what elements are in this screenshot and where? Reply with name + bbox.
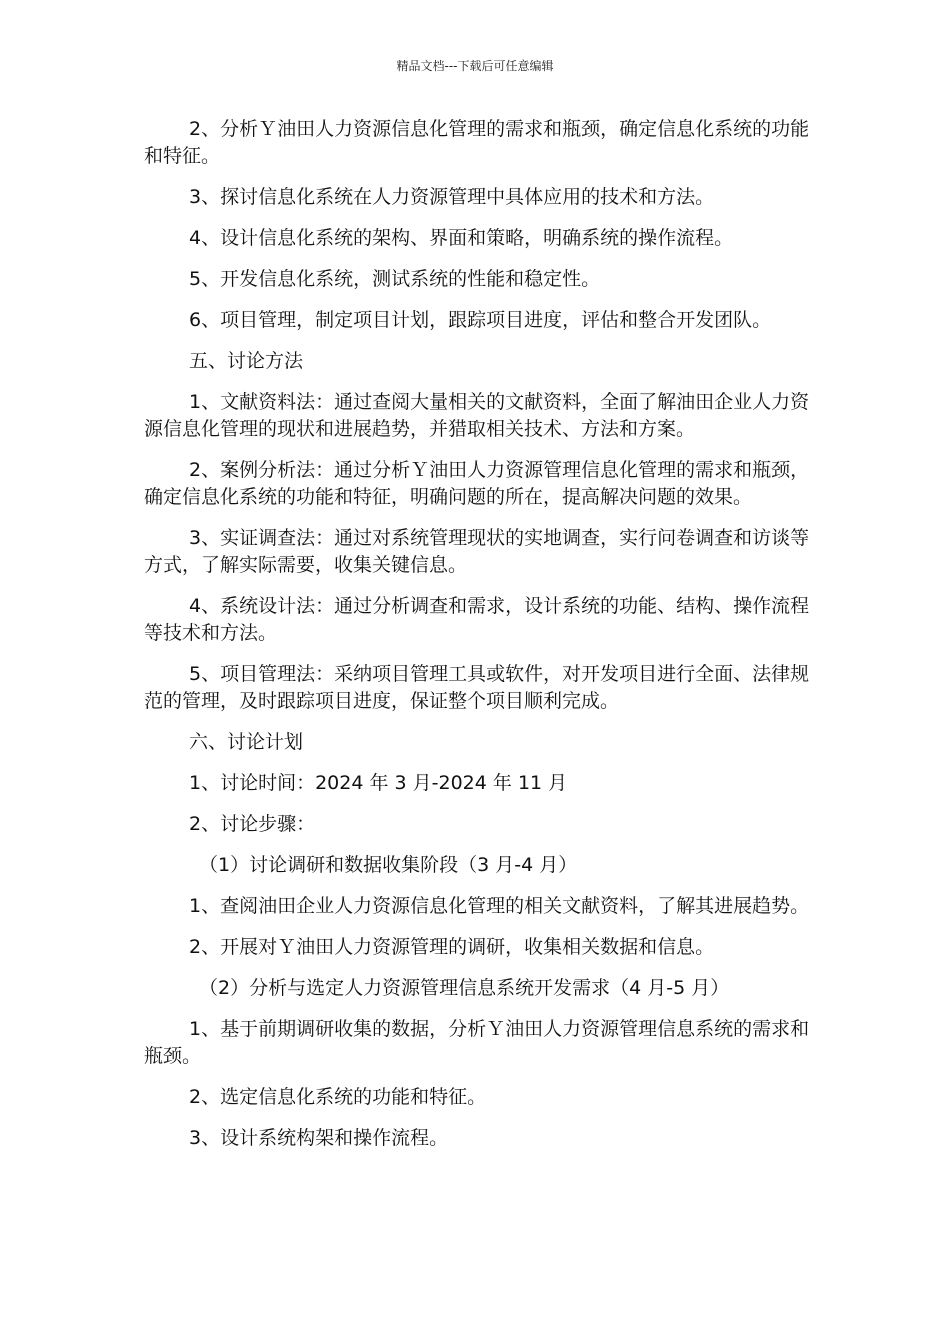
paragraph: 2、分析Ｙ油田人力资源信息化管理的需求和瓶颈，确定信息化系统的功能和特征。 (144, 118, 810, 167)
paragraph: 3、探讨信息化系统在人力资源管理中具体应用的技术和方法。 (189, 186, 715, 208)
section-heading: 六、讨论计划 (189, 731, 304, 753)
paragraph: 6、项目管理，制定项目计划，跟踪项目进度，评估和整合开发团队。 (189, 309, 772, 331)
paragraph: 4、系统设计法：通过分析调查和需求，设计系统的功能、结构、操作流程等技术和方法。 (144, 595, 810, 644)
document-body (144, 116, 816, 1166)
paragraph: 2、选定信息化系统的功能和特征。 (189, 1086, 487, 1108)
paragraph: 2、讨论步骤： (189, 813, 316, 835)
page-header: 精品文档---下载后可任意编辑 (396, 59, 554, 73)
subsection-heading: （2）分析与选定人力资源管理信息系统开发需求（4 月-5 月） (199, 977, 730, 999)
paragraph: 5、开发信息化系统，测试系统的性能和稳定性。 (189, 268, 601, 290)
paragraph: 1、文献资料法：通过查阅大量相关的文献资料，全面了解油田企业人力资源信息化管理的现状和进展趋势，并猎取相关技术、方法和方案。 (144, 391, 810, 440)
paragraph: 3、设计系统构架和操作流程。 (189, 1127, 449, 1149)
section-heading: 五、讨论方法 (189, 350, 304, 372)
paragraph: 3、实证调查法：通过对系统管理现状的实地调查，实行问卷调查和访谈等方式，了解实际需要，收集关键信息。 (144, 527, 810, 576)
paragraph: 5、项目管理法：采纳项目管理工具或软件，对开发项目进行全面、法律规范的管理，及时跟踪项目进度，保证整个项目顺利完成。 (144, 663, 810, 712)
paragraph: 1、讨论时间：2024 年 3 月-2024 年 11 月 (189, 772, 568, 794)
paragraph: 2、案例分析法：通过分析Ｙ油田人力资源管理信息化管理的需求和瓶颈，确定信息化系统的功能和特征，明确问题的所在，提高解决问题的效果。 (144, 459, 810, 508)
subsection-heading: （1）讨论调研和数据收集阶段（3 月-4 月） (199, 854, 578, 876)
paragraph: 1、查阅油田企业人力资源信息化管理的相关文献资料，了解其进展趋势。 (189, 895, 810, 917)
paragraph: 1、基于前期调研收集的数据，分析Ｙ油田人力资源管理信息系统的需求和瓶颈。 (144, 1018, 810, 1067)
paragraph: 4、设计信息化系统的架构、界面和策略，明确系统的操作流程。 (189, 227, 734, 249)
paragraph: 2、开展对Ｙ油田人力资源管理的调研，收集相关数据和信息。 (189, 936, 715, 958)
